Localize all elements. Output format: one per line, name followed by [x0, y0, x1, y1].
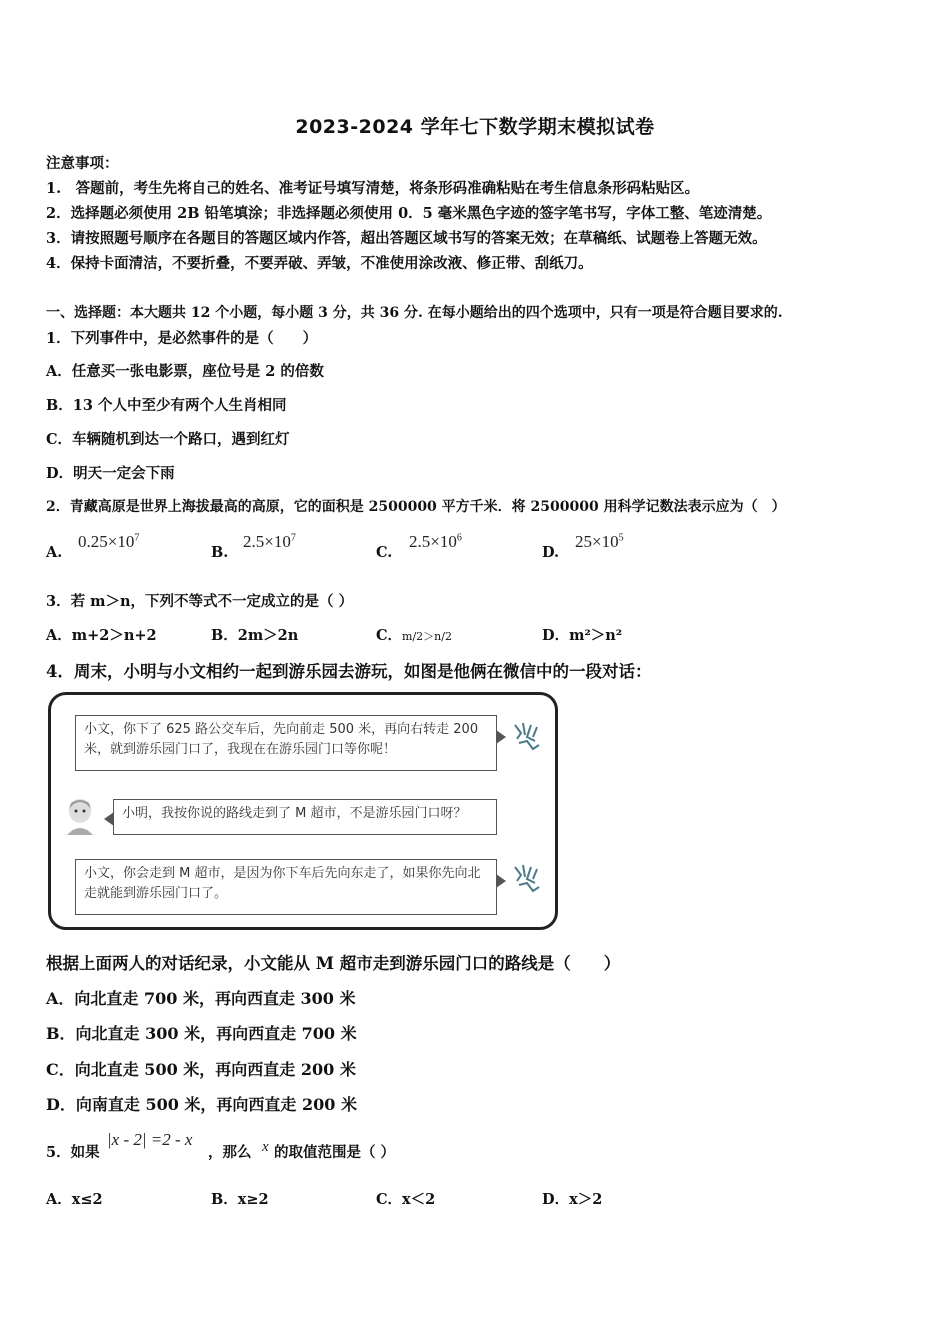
notice-heading: 注意事项： — [46, 155, 119, 172]
question-2-stem: 2．青藏高原是世界上海拔最高的高原，它的面积是 2500000 平方千米．将 2500000 用科学记数法表示应为（ ） — [46, 499, 786, 515]
q2-option-b-label: B. — [211, 544, 229, 561]
chat-bubble: 小明，我按你说的路线走到了 M 超市，不是游乐园门口呀？ — [113, 799, 497, 835]
question-5-prefix: 5．如果 — [46, 1144, 100, 1161]
wechat-chat-figure — [48, 692, 558, 930]
q2-option-a-label: A. — [46, 544, 63, 561]
notice-item: 3．请按照题号顺序在各题目的答题区域内作答，超出答题区域书写的答案无效；在草稿纸、试题卷上答题无效。 — [46, 230, 767, 247]
q3-option-c: C．m/2＞n/2 — [376, 627, 452, 644]
q4-option-a: A．向北直走 700 米，再向西直走 300 米 — [46, 989, 356, 1008]
q5-equation: |x - 2| =2 - x — [107, 1130, 193, 1149]
chat-bubble: 小文，你会走到 M 超市，是因为你下车后先向东走了，如果你先向北走就能到游乐园门口了。 — [75, 859, 497, 915]
q4-option-d: D．向南直走 500 米，再向西直走 200 米 — [46, 1095, 357, 1114]
q3-option-a: A．m+2＞n+2 — [46, 627, 157, 644]
q4-option-c: C．向北直走 500 米，再向西直走 200 米 — [46, 1060, 356, 1079]
q2-option-b-value: $2.5\times 10^7$ — [243, 532, 296, 551]
page-title: 2023-2024 学年七下数学期末模拟试卷 — [295, 116, 655, 138]
q3-option-b: B．2m＞2n — [211, 627, 299, 644]
question-3-stem: 3．若 m＞n，下列不等式不一定成立的是（ ） — [46, 593, 354, 610]
notice-item: 4．保持卡面清洁，不要折叠，不要弄破、弄皱，不准使用涂改液、修正带、刮纸刀。 — [46, 255, 593, 272]
q3-option-d: D．m²＞n² — [542, 627, 623, 644]
q5-option-b: B．x≥2 — [211, 1191, 269, 1208]
q5-option-a: A．x≤2 — [46, 1191, 103, 1208]
section-heading: 一、选择题：本大题共 12 个小题，每小题 3 分，共 36 分. 在每小题给出的四个选项中，只有一项是符合题目要求的. — [46, 305, 783, 321]
notice-item: 2．选择题必须使用 2B 铅笔填涂；非选择题必须使用 0．5 毫米黑色字迹的签字笔书写，字体工整、笔迹清楚。 — [46, 205, 772, 222]
question-1-stem: 1．下列事件中，是必然事件的是（ ） — [46, 330, 318, 347]
q2-option-c-label: C. — [376, 544, 393, 561]
q5-option-d: D．x＞2 — [542, 1191, 603, 1208]
notice-item: 1. 答题前，考生先将自己的姓名、准考证号填写清楚，将条形码准确粘贴在考生信息条形码粘贴区。 — [46, 180, 700, 197]
q1-option-d: D．明天一定会下雨 — [46, 465, 175, 482]
avatar-icon — [509, 861, 545, 897]
q2-option-d-label: D. — [542, 544, 560, 561]
q4-option-b: B．向北直走 300 米，再向西直走 700 米 — [46, 1024, 357, 1043]
q5-variable: x — [262, 1139, 269, 1155]
avatar-icon — [61, 795, 99, 835]
q2-option-c-value: $2.5\times 10^6$ — [409, 532, 462, 551]
q2-option-d-value: $25\times 10^5$ — [575, 532, 624, 551]
question-4-prompt: 根据上面两人的对话纪录，小文能从 M 超市走到游乐园门口的路线是（ ） — [46, 954, 621, 973]
question-5-suffix: 的取值范围是（ ） — [274, 1144, 396, 1161]
question-5-middle: ，那么 — [208, 1144, 252, 1161]
q2-option-a-value: $0.25\times 10^7$ — [78, 532, 140, 551]
q1-option-c: C．车辆随机到达一个路口，遇到红灯 — [46, 431, 290, 448]
q1-option-a: A．任意买一张电影票，座位号是 2 的倍数 — [46, 363, 324, 380]
avatar-icon — [509, 719, 545, 755]
chat-bubble: 小文，你下了 625 路公交车后，先向前走 500 米，再向右转走 200 米，就到游乐园门口了，我现在在游乐园门口等你呢！ — [75, 715, 497, 771]
q1-option-b: B．13 个人中至少有两个人生肖相同 — [46, 397, 287, 414]
q5-option-c: C．x＜2 — [376, 1191, 436, 1208]
question-4-stem: 4．周末，小明与小文相约一起到游乐园去游玩，如图是他俩在微信中的一段对话： — [46, 662, 652, 681]
